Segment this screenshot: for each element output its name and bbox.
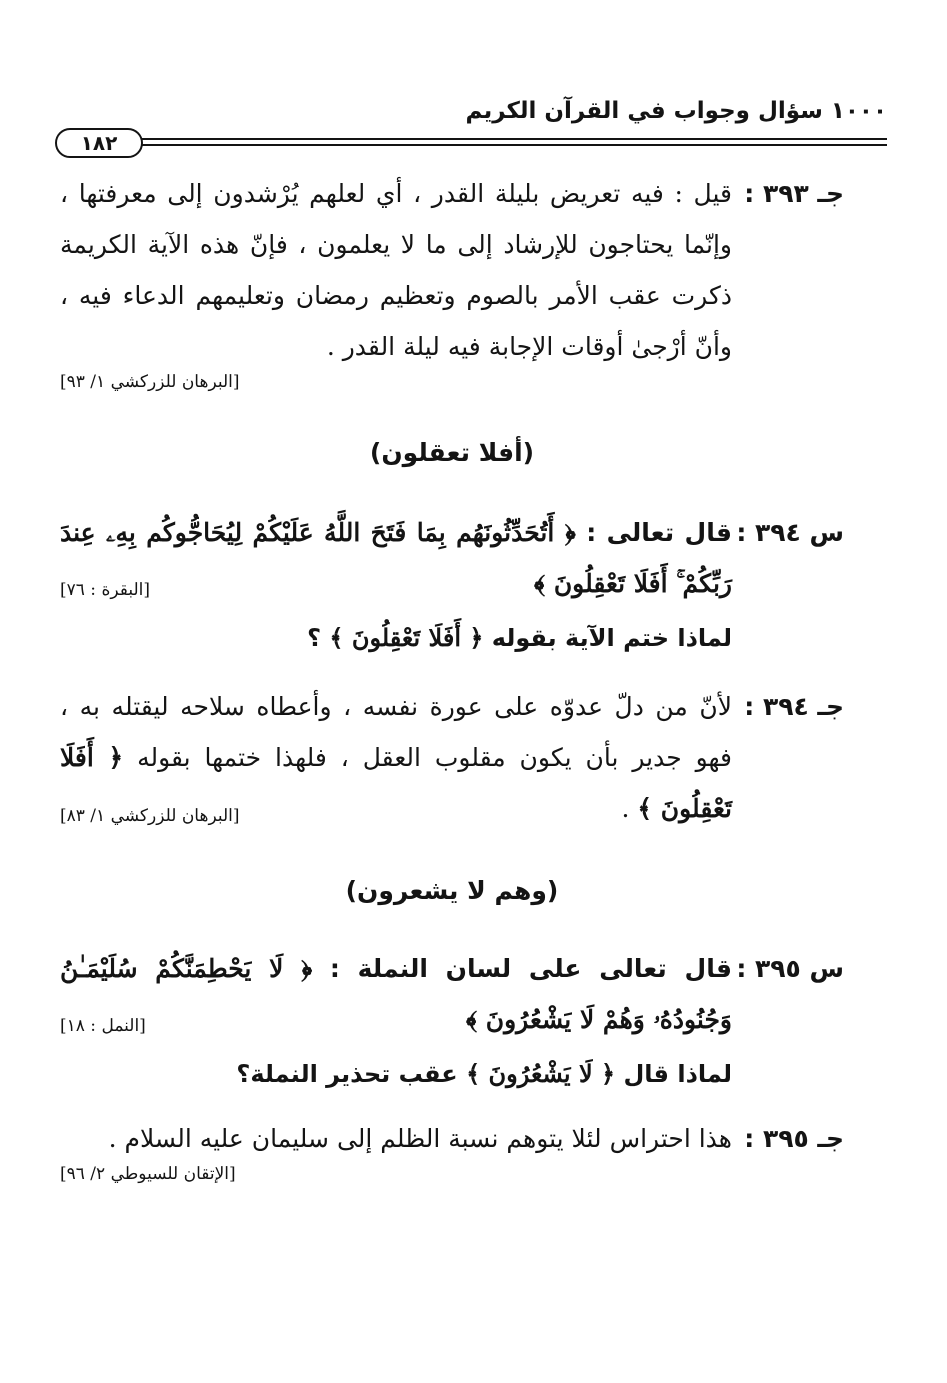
answer-text: قيل : فيه تعريض بليلة القدر ، أي لعلهم يُرْشدون إلى معرفتها ، وإنّما يحتاجون للإرشاد إلى ما لا يعلمون ، فإنّ هذه الآية الكريمة ذكرت عقب الأمر بالصوم وتعظيم رمضان وتعليمهم الدعاء فيه ، وأنّ أرْجىٰ أوقات الإجابة فيه ليلة القدر . [60, 179, 732, 361]
question-intro: قال تعالى على لسان النملة : [329, 954, 732, 983]
answer-text: هذا احتراس لئلا يتوهم نسبة الظلم إلى سليمان عليه السلام . [108, 1124, 732, 1153]
quran-verse: ﴿ لَا يَحْطِمَنَّكُمْ سُلَيْمَـٰنُ وَجُنُودُهُۥ وَهُمْ لَا يَشْعُرُونَ ﴾ [60, 954, 732, 1034]
followup-text: لماذا قال [623, 1060, 732, 1088]
answer-text: لأنّ من دلّ عدوّه على عورة نفسه ، وأعطاه سلاحه ليقتله به ، فهو جدير بأن يكون مقلوب العقل ، فلهذا ختمها بقوله [60, 692, 732, 772]
answer-tag: جـ ٣٩٤ : [744, 692, 844, 721]
header-rule-top [141, 138, 887, 140]
quran-verse: ﴿ أَفَلَا تَعْقِلُونَ ﴾ [60, 743, 732, 823]
question-394 [60, 507, 844, 663]
answer-source: [الإتقان للسيوطي ٢/ ٩٦] [60, 1164, 236, 1184]
followup-end: عقب تحذير النملة؟ [236, 1060, 458, 1088]
book-title: ١٠٠٠ سؤال وجواب في القرآن الكريم [465, 98, 887, 124]
answer-end: . [621, 794, 630, 823]
page-header [55, 98, 887, 158]
page-number: ١٨٢ [55, 128, 143, 158]
verse-source: [النمل : ١٨] [60, 1016, 146, 1036]
header-rule-bottom [141, 144, 887, 146]
question-tag: س ٣٩٥ : [736, 954, 844, 983]
answer-393 [60, 168, 844, 398]
question-395 [60, 943, 844, 1099]
question-intro: قال تعالى : [586, 518, 732, 547]
followup-text: لماذا ختم الآية بقوله [491, 624, 732, 652]
question-tag: س ٣٩٤ : [736, 518, 844, 547]
followup-end: ؟ [307, 624, 322, 652]
question-followup [60, 613, 844, 663]
verse-source: [البقرة : ٧٦] [60, 580, 150, 600]
answer-395 [60, 1113, 844, 1190]
followup-verse: ﴿ أَفَلَا تَعْقِلُونَ ﴾ [329, 623, 484, 652]
quran-verse: ﴿ أَتُحَدِّثُونَهُم بِمَا فَتَحَ اللَّهُ عَلَيْكُمْ لِيُحَاجُّوكُم بِهِۦ عِندَ رَبِّكُمْ ۚ أَفَلَا تَعْقِلُونَ ﴾ [60, 518, 732, 598]
section-title: (أفلا تعقلون) [369, 438, 535, 467]
answer-394 [60, 681, 844, 834]
answer-tag: جـ ٣٩٥ : [744, 1124, 844, 1153]
followup-verse: ﴿ لَا يَشْعُرُونَ ﴾ [466, 1059, 616, 1088]
answer-tag: جـ ٣٩٣ : [744, 179, 844, 208]
answer-source: [البرهان للزركشي ١/ ٩٣] [60, 372, 240, 392]
page-content [60, 168, 844, 1343]
answer-source: [البرهان للزركشي ١/ ٨٣] [60, 806, 240, 826]
section-title: (وهم لا يشعرون) [345, 876, 559, 905]
question-followup [60, 1049, 844, 1099]
